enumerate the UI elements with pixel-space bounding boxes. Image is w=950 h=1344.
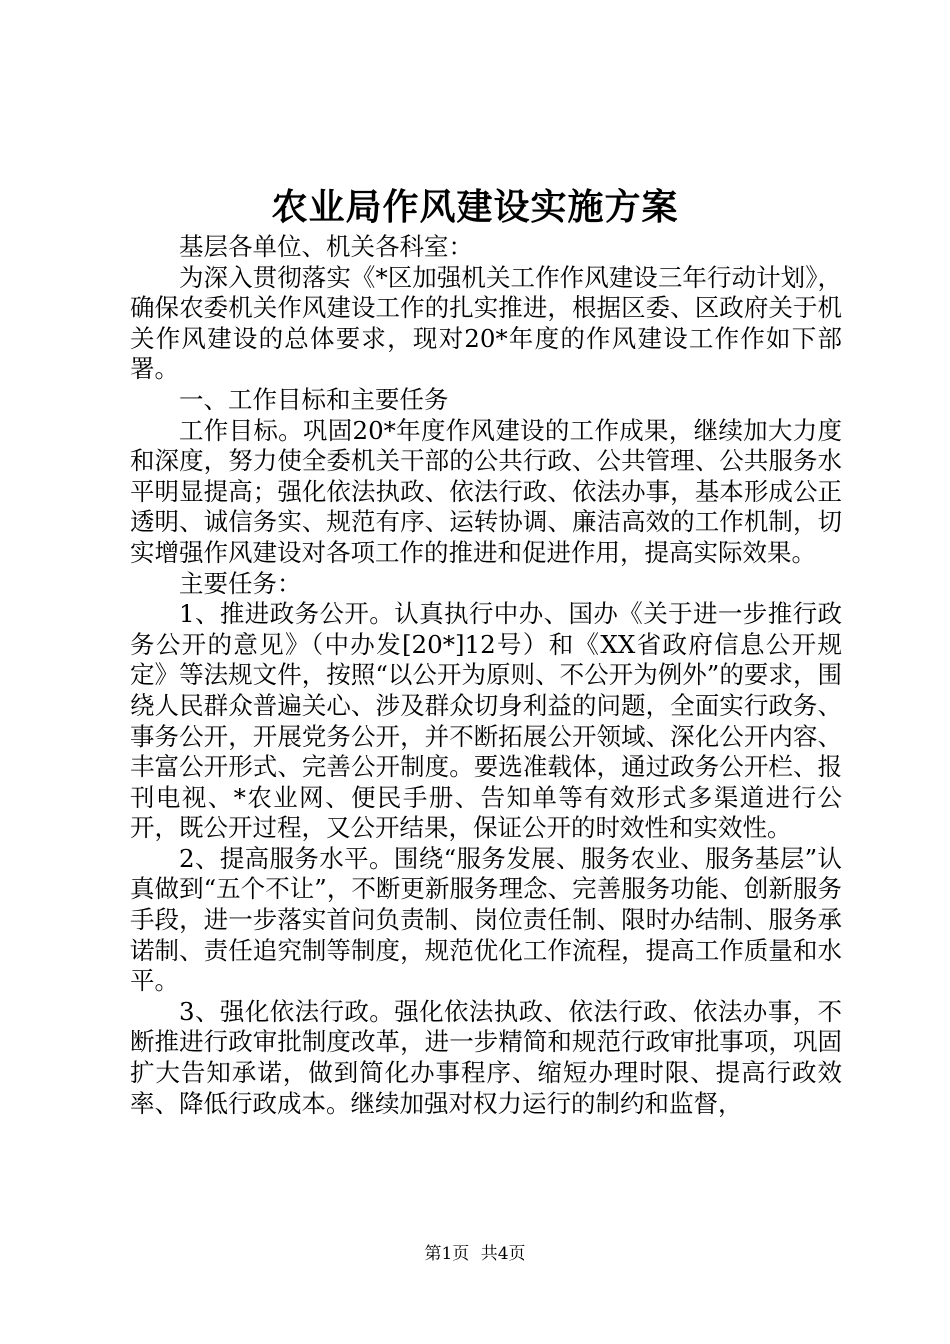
section-heading: 一、工作目标和主要任务 xyxy=(179,384,449,414)
task-1-paragraph: 1、推进政务公开。认真执行中办、国办《关于进一步推行政务公开的意见》（中办发[20*]12号）和《XX省政府信息公开规定》等法规文件，按照“以公开为原则、不公开为例外”的要求，围绕人民群众普遍关心、涉及群众切身利益的问题，全面实行政务、事务公开，开展党务公开，并不断拓展公开领域、深化公开内容、丰富公开形式、完善公开制度。要选准载体，通过政务公开栏、报刊电视、*农业网、便民手册、告知单等有效形式多渠道进行公开，既公开过程，又公开结果，保证公开的时效性和实效性。 xyxy=(130,599,842,843)
salutation: 基层各单位、机关各科室： xyxy=(179,232,473,261)
document-title: 农业局作风建设实施方案 xyxy=(271,186,679,228)
tasks-heading: 主要任务： xyxy=(179,568,302,598)
page-number: 第1页 xyxy=(424,1244,470,1264)
task-2-paragraph: 2、提高服务水平。围绕“服务发展、服务农业、服务基层”认真做到“五个不让”，不断更新服务理念、完善服务功能、创新服务手段，进一步落实首问负责制、岗位责任制、限时办结制、服务承诺制、责任追究制等制度，规范优化工作流程，提高工作质量和水平。 xyxy=(130,843,842,996)
page-footer xyxy=(0,1242,950,1266)
intro-paragraph: 为深入贯彻落实《*区加强机关工作作风建设三年行动计划》，确保农委机关作风建设工作的扎实推进，根据区委、区政府关于机关作风建设的总体要求，现对20*年度的作风建设工作作如下部署。 xyxy=(130,262,842,384)
document-body xyxy=(130,232,842,1119)
page-total: 共4页 xyxy=(480,1244,526,1264)
task-3-paragraph: 3、强化依法行政。强化依法执政、依法行政、依法办事，不断推进行政审批制度改革，进一步精简和规范行政审批事项，巩固扩大告知承诺，做到简化办事程序、缩短办理时限、提高行政效率、降低行政成本。继续加强对权力运行的制约和监督， xyxy=(130,996,842,1118)
goal-paragraph: 工作目标。巩固20*年度作风建设的工作成果，继续加大力度和深度，努力使全委机关干部的公共行政、公共管理、公共服务水平明显提高；强化依法执政、依法行政、依法办事，基本形成公正透明、诚信务实、规范有序、运转协调、廉洁高效的工作机制，切实增强作风建设对各项工作的推进和促进作用，提高实际效果。 xyxy=(130,415,842,567)
